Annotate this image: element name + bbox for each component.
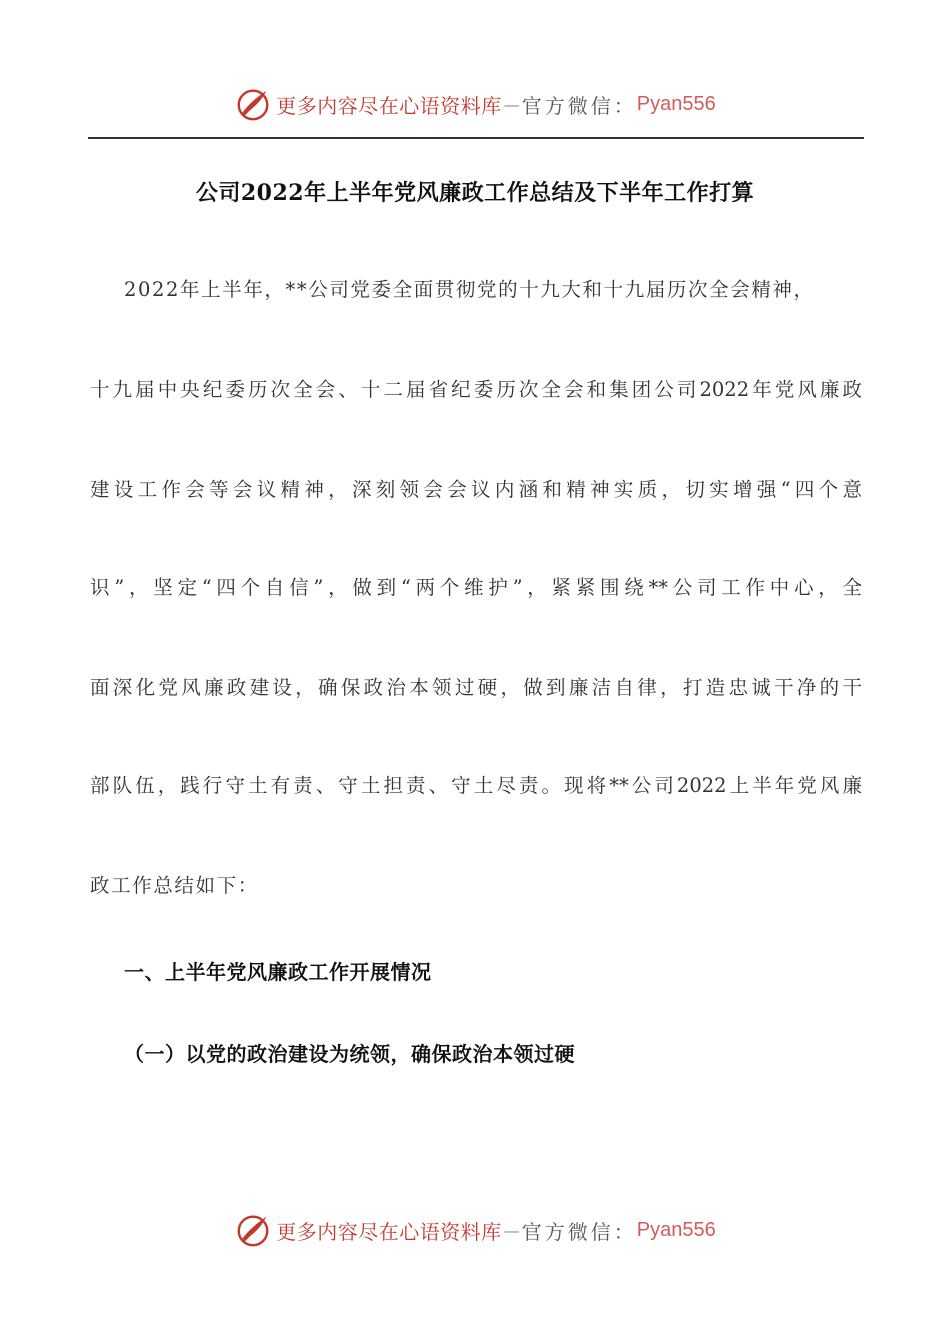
banner-wechat-id: Pyan556 [636,92,716,115]
paragraph-line-7: 政工作总结如下： [90,874,259,897]
paragraph-line-4: 识”，坚定“四个自信”，做到“两个维护”，紧紧围绕**公司工作中心，全 [90,576,862,599]
paragraph-line-1: 2022年上半年，**公司党委全面贯彻党的十九大和十九届历次全会精神， [124,278,815,301]
banner-site-name: 更多内容尽在心语资料库 [276,93,502,118]
banner-wechat-id: Pyan556 [636,1218,716,1241]
banner-dash: — [503,1220,520,1240]
paragraph-line-5: 面深化党风廉政建设，确保政治本领过硬，做到廉洁自律，打造忠诚干净的干 [90,676,862,699]
subsection-heading-1: （一）以党的政治建设为统领，确保政治本领过硬 [124,1042,575,1066]
header-divider [88,137,864,139]
banner-wechat-label: 官方微信： [521,1219,637,1244]
section-heading-1: 一、上半年党风廉政工作开展情况 [124,960,432,984]
header-banner [0,82,950,126]
banner-site-name: 更多内容尽在心语资料库 [276,1219,502,1244]
quill-logo-icon [234,1211,272,1249]
quill-logo-icon [234,85,272,123]
banner-dash: — [503,94,520,114]
paragraph-line-6: 部队伍，践行守土有责、守土担责、守土尽责。现将**公司2022上半年党风廉 [90,774,862,797]
paragraph-line-3: 建设工作会等会议精神，深刻领会会议内涵和精神实质，切实增强“四个意 [90,478,862,501]
footer-banner [0,1208,950,1252]
paragraph-line-2: 十九届中央纪委历次全会、十二届省纪委历次全会和集团公司2022年党风廉政 [90,378,862,401]
banner-wechat-label: 官方微信： [521,93,637,118]
document-title: 公司2022年上半年党风廉政工作总结及下半年工作打算 [195,180,755,206]
